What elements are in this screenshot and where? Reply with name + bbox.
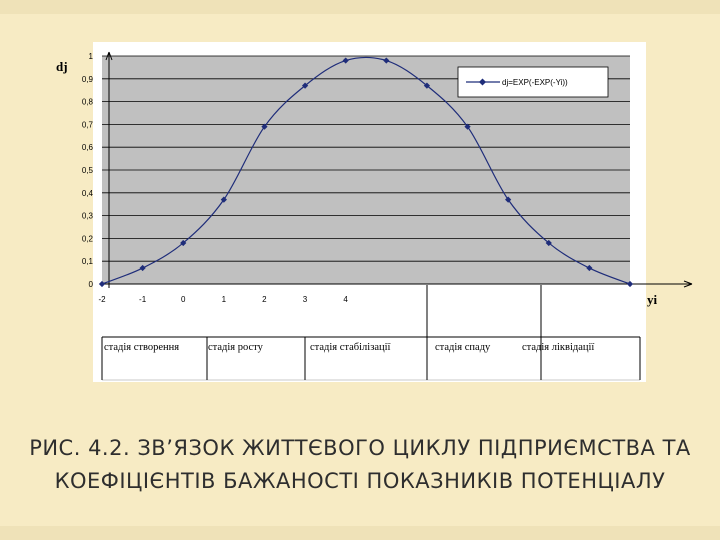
y-tick-label: 0,4 bbox=[81, 188, 93, 198]
x-tick-label: -1 bbox=[139, 295, 147, 304]
x-tick-label: 1 bbox=[221, 295, 227, 304]
x-tick-label: 3 bbox=[302, 295, 308, 304]
y-tick-label: 1 bbox=[88, 52, 93, 61]
y-tick-label: 0,5 bbox=[81, 166, 93, 175]
y-tick-label: 0,3 bbox=[81, 211, 93, 221]
y-tick-label: 0,6 bbox=[81, 143, 93, 153]
x-tick-label: 4 bbox=[343, 295, 348, 304]
stage-label-creation: стадія створення bbox=[104, 342, 180, 353]
legend bbox=[458, 67, 608, 97]
legend-series-name: dj=EXP(-EXP(-Yi)) bbox=[502, 78, 568, 87]
y-tick-label: 0,7 bbox=[81, 120, 93, 130]
bottom-band bbox=[0, 526, 720, 540]
x-tick-label: 0 bbox=[180, 295, 186, 304]
stage-label-decline: стадія спаду bbox=[435, 342, 491, 353]
y-tick-label: 0,8 bbox=[81, 97, 93, 107]
caption-line-1: РИС. 4.2. ЗВ’ЯЗОК ЖИТТЄВОГО ЦИКЛУ ПІДПРИЄМСТВА ТА bbox=[29, 436, 691, 460]
y-tick-label: 0,2 bbox=[81, 234, 93, 244]
x-tick-label: 2 bbox=[262, 295, 267, 304]
y-axis-label: dj bbox=[56, 59, 68, 74]
y-tick-labels bbox=[82, 52, 94, 289]
x-tick-label: -2 bbox=[98, 295, 106, 304]
caption-line-2: КОЕФІЦІЄНТІВ БАЖАНОСТІ ПОКАЗНИКІВ ПОТЕНЦІАЛУ bbox=[54, 469, 666, 493]
stage-label-growth: стадія росту bbox=[208, 342, 263, 353]
stage-label-stabilization: стадія стабілізації bbox=[310, 342, 391, 353]
x-axis-label: yi bbox=[647, 292, 658, 307]
stage-label-liquidation: стадія ліквідації bbox=[522, 342, 595, 353]
figure-caption bbox=[0, 432, 720, 498]
y-tick-label: 0,1 bbox=[81, 257, 93, 267]
y-tick-label: 0,9 bbox=[81, 74, 93, 84]
y-tick-label: 0 bbox=[88, 280, 93, 289]
